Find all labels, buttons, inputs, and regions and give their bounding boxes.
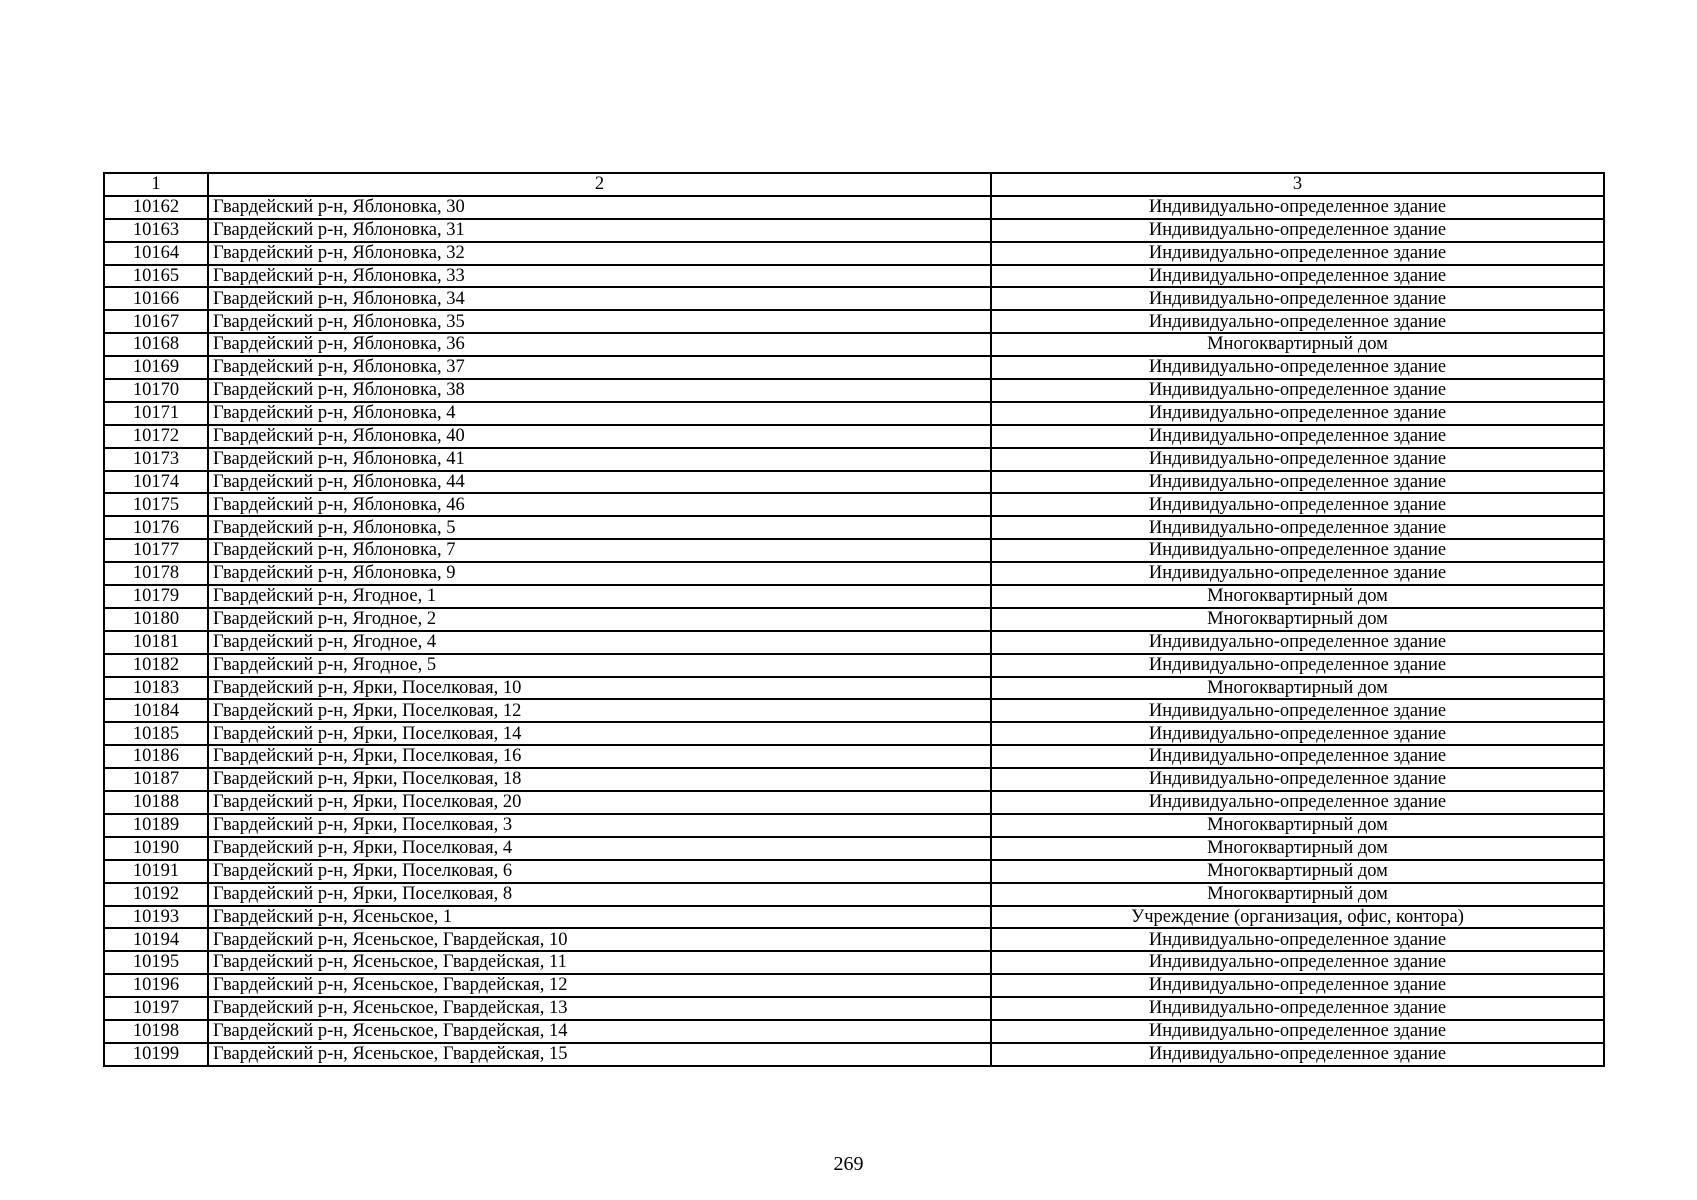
object-type-cell: Многоквартирный дом (991, 837, 1604, 860)
row-number-cell: 10179 (104, 585, 208, 608)
object-type-cell: Индивидуально-определенное здание (991, 425, 1604, 448)
object-type-cell: Индивидуально-определенное здание (991, 997, 1604, 1020)
table-row (104, 585, 1604, 608)
table-row (104, 791, 1604, 814)
row-number-cell: 10178 (104, 562, 208, 585)
row-number-cell: 10188 (104, 791, 208, 814)
row-number-cell: 10191 (104, 860, 208, 883)
object-type-cell: Индивидуально-определенное здание (991, 562, 1604, 585)
row-number-cell: 10175 (104, 493, 208, 516)
address-cell: Гвардейский р-н, Яблоновка, 33 (208, 265, 991, 288)
object-type-cell: Индивидуально-определенное здание (991, 768, 1604, 791)
table-row (104, 493, 1604, 516)
row-number-cell: 10168 (104, 333, 208, 356)
table-row (104, 883, 1604, 906)
row-number-cell: 10171 (104, 402, 208, 425)
address-cell: Гвардейский р-н, Ясеньское, Гвардейская, 10 (208, 928, 991, 951)
page-number: 269 (833, 1153, 864, 1175)
table-row (104, 631, 1604, 654)
table-row (104, 928, 1604, 951)
address-cell: Гвардейский р-н, Ярки, Поселковая, 3 (208, 814, 991, 837)
object-type-cell: Многоквартирный дом (991, 814, 1604, 837)
address-cell: Гвардейский р-н, Ярки, Поселковая, 18 (208, 768, 991, 791)
address-cell: Гвардейский р-н, Ярки, Поселковая, 16 (208, 745, 991, 768)
row-number-cell: 10195 (104, 951, 208, 974)
table-row (104, 402, 1604, 425)
table-row (104, 722, 1604, 745)
table-row (104, 906, 1604, 929)
object-type-cell: Индивидуально-определенное здание (991, 1020, 1604, 1043)
object-type-cell: Индивидуально-определенное здание (991, 471, 1604, 494)
address-cell: Гвардейский р-н, Ягодное, 1 (208, 585, 991, 608)
address-cell: Гвардейский р-н, Яблоновка, 31 (208, 219, 991, 242)
row-number-cell: 10174 (104, 471, 208, 494)
row-number-cell: 10194 (104, 928, 208, 951)
address-cell: Гвардейский р-н, Ягодное, 4 (208, 631, 991, 654)
row-number-cell: 10192 (104, 883, 208, 906)
table-row (104, 333, 1604, 356)
object-type-cell: Индивидуально-определенное здание (991, 974, 1604, 997)
row-number-cell: 10186 (104, 745, 208, 768)
address-cell: Гвардейский р-н, Ягодное, 5 (208, 654, 991, 677)
object-type-cell: Индивидуально-определенное здание (991, 310, 1604, 333)
header-col-3: 3 (991, 173, 1604, 196)
address-cell: Гвардейский р-н, Ярки, Поселковая, 20 (208, 791, 991, 814)
address-cell: Гвардейский р-н, Ясеньское, Гвардейская, 13 (208, 997, 991, 1020)
row-number-cell: 10199 (104, 1043, 208, 1066)
row-number-cell: 10196 (104, 974, 208, 997)
table-row (104, 516, 1604, 539)
object-type-cell: Индивидуально-определенное здание (991, 951, 1604, 974)
address-cell: Гвардейский р-н, Ярки, Поселковая, 10 (208, 677, 991, 700)
address-cell: Гвардейский р-н, Ясеньское, Гвардейская, 14 (208, 1020, 991, 1043)
row-number-cell: 10172 (104, 425, 208, 448)
address-cell: Гвардейский р-н, Яблоновка, 7 (208, 539, 991, 562)
header-col-1: 1 (104, 173, 208, 196)
address-cell: Гвардейский р-н, Яблоновка, 5 (208, 516, 991, 539)
object-type-cell: Индивидуально-определенное здание (991, 516, 1604, 539)
header-col-2: 2 (208, 173, 991, 196)
object-type-cell: Индивидуально-определенное здание (991, 196, 1604, 219)
row-number-cell: 10187 (104, 768, 208, 791)
object-type-cell: Многоквартирный дом (991, 333, 1604, 356)
row-number-cell: 10163 (104, 219, 208, 242)
object-type-cell: Индивидуально-определенное здание (991, 493, 1604, 516)
object-type-cell: Индивидуально-определенное здание (991, 265, 1604, 288)
object-type-cell: Индивидуально-определенное здание (991, 722, 1604, 745)
table-row (104, 837, 1604, 860)
table-row (104, 699, 1604, 722)
address-cell: Гвардейский р-н, Яблоновка, 32 (208, 242, 991, 265)
table-row (104, 242, 1604, 265)
object-type-cell: Учреждение (организация, офис, контора) (991, 906, 1604, 929)
table-row (104, 974, 1604, 997)
row-number-cell: 10169 (104, 356, 208, 379)
object-type-cell: Индивидуально-определенное здание (991, 654, 1604, 677)
address-cell: Гвардейский р-н, Ясеньское, Гвардейская, 15 (208, 1043, 991, 1066)
address-cell: Гвардейский р-н, Яблоновка, 41 (208, 448, 991, 471)
table-row (104, 471, 1604, 494)
object-type-cell: Индивидуально-определенное здание (991, 402, 1604, 425)
address-cell: Гвардейский р-н, Ярки, Поселковая, 12 (208, 699, 991, 722)
object-type-cell: Индивидуально-определенное здание (991, 448, 1604, 471)
address-cell: Гвардейский р-н, Яблоновка, 35 (208, 310, 991, 333)
address-cell: Гвардейский р-н, Яблоновка, 46 (208, 493, 991, 516)
address-cell: Гвардейский р-н, Ярки, Поселковая, 14 (208, 722, 991, 745)
row-number-cell: 10190 (104, 837, 208, 860)
table-row (104, 997, 1604, 1020)
address-cell: Гвардейский р-н, Яблоновка, 4 (208, 402, 991, 425)
table-header (104, 173, 1604, 196)
table-row (104, 448, 1604, 471)
row-number-cell: 10180 (104, 608, 208, 631)
table-row (104, 379, 1604, 402)
object-type-cell: Индивидуально-определенное здание (991, 1043, 1604, 1066)
address-cell: Гвардейский р-н, Яблоновка, 9 (208, 562, 991, 585)
row-number-cell: 10181 (104, 631, 208, 654)
header-row (104, 173, 1604, 196)
table-row (104, 951, 1604, 974)
object-type-cell: Индивидуально-определенное здание (991, 242, 1604, 265)
object-type-cell: Индивидуально-определенное здание (991, 539, 1604, 562)
table-row (104, 608, 1604, 631)
row-number-cell: 10182 (104, 654, 208, 677)
object-type-cell: Индивидуально-определенное здание (991, 928, 1604, 951)
table-row (104, 356, 1604, 379)
address-cell: Гвардейский р-н, Яблоновка, 37 (208, 356, 991, 379)
address-cell: Гвардейский р-н, Яблоновка, 34 (208, 287, 991, 310)
table-row (104, 310, 1604, 333)
row-number-cell: 10177 (104, 539, 208, 562)
object-type-cell: Индивидуально-определенное здание (991, 631, 1604, 654)
address-cell: Гвардейский р-н, Яблоновка, 44 (208, 471, 991, 494)
address-cell: Гвардейский р-н, Ярки, Поселковая, 4 (208, 837, 991, 860)
address-cell: Гвардейский р-н, Яблоновка, 38 (208, 379, 991, 402)
table-row (104, 265, 1604, 288)
row-number-cell: 10167 (104, 310, 208, 333)
table-row (104, 768, 1604, 791)
table-row (104, 196, 1604, 219)
table-row (104, 1043, 1604, 1066)
table-row (104, 287, 1604, 310)
object-type-cell: Многоквартирный дом (991, 608, 1604, 631)
object-type-cell: Индивидуально-определенное здание (991, 219, 1604, 242)
table-row (104, 219, 1604, 242)
address-cell: Гвардейский р-н, Ярки, Поселковая, 8 (208, 883, 991, 906)
table-row (104, 745, 1604, 768)
row-number-cell: 10164 (104, 242, 208, 265)
object-type-cell: Индивидуально-определенное здание (991, 287, 1604, 310)
row-number-cell: 10184 (104, 699, 208, 722)
table-row (104, 425, 1604, 448)
table-row (104, 562, 1604, 585)
table-row (104, 860, 1604, 883)
table-row (104, 654, 1604, 677)
address-cell: Гвардейский р-н, Яблоновка, 36 (208, 333, 991, 356)
row-number-cell: 10185 (104, 722, 208, 745)
table-row (104, 539, 1604, 562)
object-type-cell: Многоквартирный дом (991, 860, 1604, 883)
row-number-cell: 10197 (104, 997, 208, 1020)
object-type-cell: Многоквартирный дом (991, 677, 1604, 700)
object-type-cell: Индивидуально-определенное здание (991, 379, 1604, 402)
address-cell: Гвардейский р-н, Ясеньское, Гвардейская, 11 (208, 951, 991, 974)
table-row (104, 677, 1604, 700)
object-type-cell: Многоквартирный дом (991, 883, 1604, 906)
table-row (104, 1020, 1604, 1043)
row-number-cell: 10173 (104, 448, 208, 471)
object-type-cell: Многоквартирный дом (991, 585, 1604, 608)
object-type-cell: Индивидуально-определенное здание (991, 356, 1604, 379)
row-number-cell: 10176 (104, 516, 208, 539)
row-number-cell: 10183 (104, 677, 208, 700)
row-number-cell: 10162 (104, 196, 208, 219)
table-row (104, 814, 1604, 837)
object-type-cell: Индивидуально-определенное здание (991, 745, 1604, 768)
address-cell: Гвардейский р-н, Яблоновка, 40 (208, 425, 991, 448)
registry-table (103, 172, 1605, 1067)
row-number-cell: 10165 (104, 265, 208, 288)
address-cell: Гвардейский р-н, Ясеньское, 1 (208, 906, 991, 929)
address-cell: Гвардейский р-н, Ясеньское, Гвардейская, 12 (208, 974, 991, 997)
address-cell: Гвардейский р-н, Ярки, Поселковая, 6 (208, 860, 991, 883)
address-cell: Гвардейский р-н, Ягодное, 2 (208, 608, 991, 631)
row-number-cell: 10189 (104, 814, 208, 837)
row-number-cell: 10198 (104, 1020, 208, 1043)
row-number-cell: 10166 (104, 287, 208, 310)
address-cell: Гвардейский р-н, Яблоновка, 30 (208, 196, 991, 219)
table-body (104, 196, 1604, 1066)
object-type-cell: Индивидуально-определенное здание (991, 791, 1604, 814)
row-number-cell: 10193 (104, 906, 208, 929)
row-number-cell: 10170 (104, 379, 208, 402)
object-type-cell: Индивидуально-определенное здание (991, 699, 1604, 722)
